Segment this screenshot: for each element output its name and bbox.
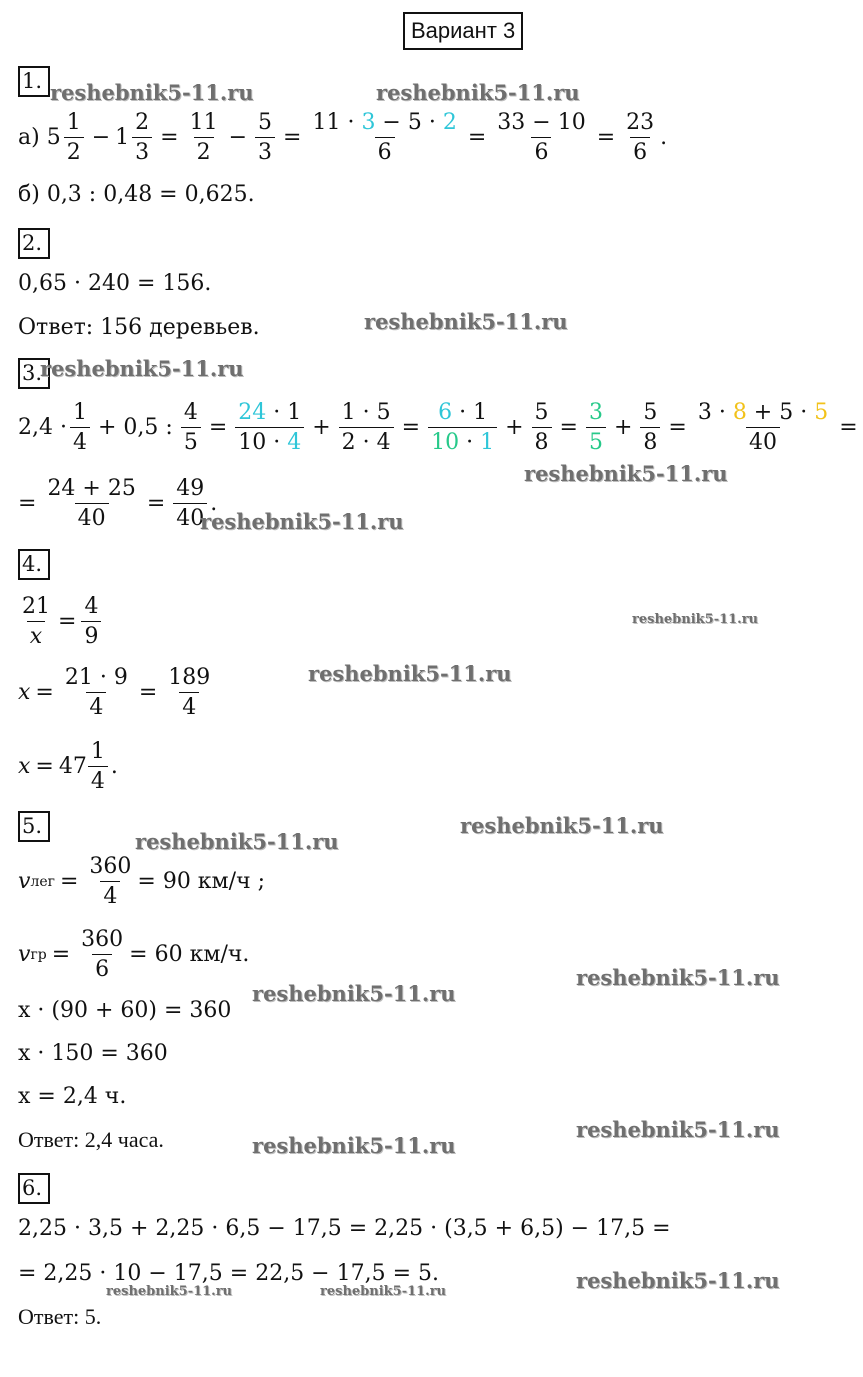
task-2-number: 2. [18,228,50,259]
whole-part: 1 [115,125,130,150]
fraction: $\frac{5}{8}$ [640,398,660,457]
watermark: reshebnik5-11.ru [576,1117,780,1142]
watermark: reshebnik5-11.ru [460,813,664,838]
mixed-number [115,108,155,167]
task-3-equation-line1: 2,4 · $\frac{1}{4}$ + 0,5 : $\frac{4}{5}$ = $\frac{24 \cdot 1}{10 \cdot 4}$ + $\frac{1 \cdot 5}{2 \cdot 4}$ = $\frac{6 \cdot 1}{10 \cdot 1}$ + $\frac{5}{8}$ = $\frac{3}{5}$ + $\frac{5}{8}$ = $\frac{3 \cdot 8 + 5 \cdot 5}{40}$ = [18,400,858,455]
fraction: $\frac{24 \cdot 1}{10 \cdot 4}$ [235,398,304,457]
task-1a-equation: а) 5 $\frac{1}{2}$ − 1 $\frac{2}{3}$ = $\frac{11}{2}$ − $\frac{5}{3}$ = $\frac{11 \cdot 3 - 5 \cdot 2}{6}$ = $\frac{33 - 10}{6}$ = $\frac{23}{6}$ . [18,110,668,165]
watermark: reshebnik5-11.ru [200,509,404,534]
watermark: reshebnik5-11.ru [524,461,728,486]
watermark: reshebnik5-11.ru [364,309,568,334]
fraction: $\frac{11}{2}$ [189,110,218,165]
fraction: $\frac{33 - 10}{6}$ [497,110,586,165]
watermark: reshebnik5-11.ru [576,965,780,990]
watermark: reshebnik5-11.ru [320,1284,447,1299]
task-3-number: 3. [18,358,50,389]
fraction: $\frac{11 \cdot 3 - 5 \cdot 2}{6}$ [312,110,457,165]
fraction: $\frac{23}{6}$ [626,110,655,165]
task-5-line3: x · (90 + 60) = 360 [18,998,232,1023]
task-3-equation-line2: = $\frac{24 + 25}{40}$ = $\frac{49}{40}$ . [18,476,218,531]
watermark: reshebnik5-11.ru [106,1284,233,1299]
whole-part: 5 [46,125,61,150]
task-6-answer: Ответ: 5. [18,1304,102,1329]
fraction: $\frac{1 \cdot 5}{2 \cdot 4}$ [339,398,394,457]
task-2-line: 0,65 · 240 = 156. [18,271,212,296]
task-4-solution: x = $\frac{21 \cdot 9}{4}$ = $\frac{189}{4}$ [18,663,216,722]
task-1b-line: б) 0,3 : 0,48 = 0,625. [18,182,255,207]
fraction: $\frac{1}{4}$ [88,737,108,796]
fraction: $\frac{189}{4}$ [168,665,211,720]
watermark: reshebnik5-11.ru [576,1268,780,1293]
task-6-line2: = 2,25 · 10 − 17,5 = 22,5 − 17,5 = 5. [18,1261,440,1286]
task-2-answer: Ответ: 156 деревьев. [18,315,260,340]
task-6-line1: 2,25 · 3,5 + 2,25 · 6,5 − 17,5 = 2,25 · (3,5 + 6,5) − 17,5 = [18,1216,671,1241]
fraction: $\frac{49}{40}$ [173,474,207,533]
watermark: reshebnik5-11.ru [252,1133,456,1158]
fraction: $\frac{360}{6}$ [81,927,124,982]
watermark: reshebnik5-11.ru [40,356,244,381]
task-5-line4: x · 150 = 360 [18,1041,168,1066]
fraction: $\frac{360}{4}$ [89,854,132,909]
fraction: $\frac{4}{9}$ [81,592,101,651]
task-5-line5: x = 2,4 ч. [18,1084,127,1109]
task-4-proportion: $\frac{21}{x}$ = $\frac{4}{9}$ [16,592,104,651]
fraction: $\frac{6 \cdot 1}{10 \cdot 1}$ [428,398,497,457]
watermark: reshebnik5-11.ru [252,981,456,1006]
task-5-number: 5. [18,811,50,842]
task-4-result: x = 47 $\frac{1}{4}$ . [18,739,118,794]
task-6-number: 6. [18,1173,50,1204]
task-1a-prefix: а) [18,125,40,150]
task-1-number: 1. [18,66,50,97]
mixed-number [47,108,87,167]
watermark: reshebnik5-11.ru [50,80,254,105]
watermark: reshebnik5-11.ru [308,661,512,686]
fraction: $\frac{24 + 25}{40}$ [47,476,136,531]
task-5-speed-car: v лег = $\frac{360}{4}$ = 90 км/ч ; [18,854,266,909]
fraction: $\frac{2}{3}$ [132,108,152,167]
task-4-number: 4. [18,549,50,580]
fraction: $\frac{5}{8}$ [532,398,552,457]
watermark: reshebnik5-11.ru [632,612,759,627]
page-title: Вариант 3 [403,12,523,50]
fraction: $\frac{1}{2}$ [64,108,84,167]
task-5-speed-truck: v гр = $\frac{360}{6}$ = 60 км/ч. [18,927,250,982]
task-5-answer: Ответ: 2,4 часа. [18,1127,164,1152]
fraction: $\frac{1}{4}$ [70,398,90,457]
fraction: $\frac{21}{x}$ [22,594,50,649]
fraction: $\frac{5}{3}$ [255,108,275,167]
fraction: $\frac{21 \cdot 9}{4}$ [64,665,128,720]
watermark: reshebnik5-11.ru [376,80,580,105]
fraction: $\frac{4}{5}$ [181,398,201,457]
watermark: reshebnik5-11.ru [135,829,339,854]
fraction: $\frac{3 \cdot 8 + 5 \cdot 5}{40}$ [697,400,829,455]
fraction: $\frac{3}{5}$ [586,398,606,457]
